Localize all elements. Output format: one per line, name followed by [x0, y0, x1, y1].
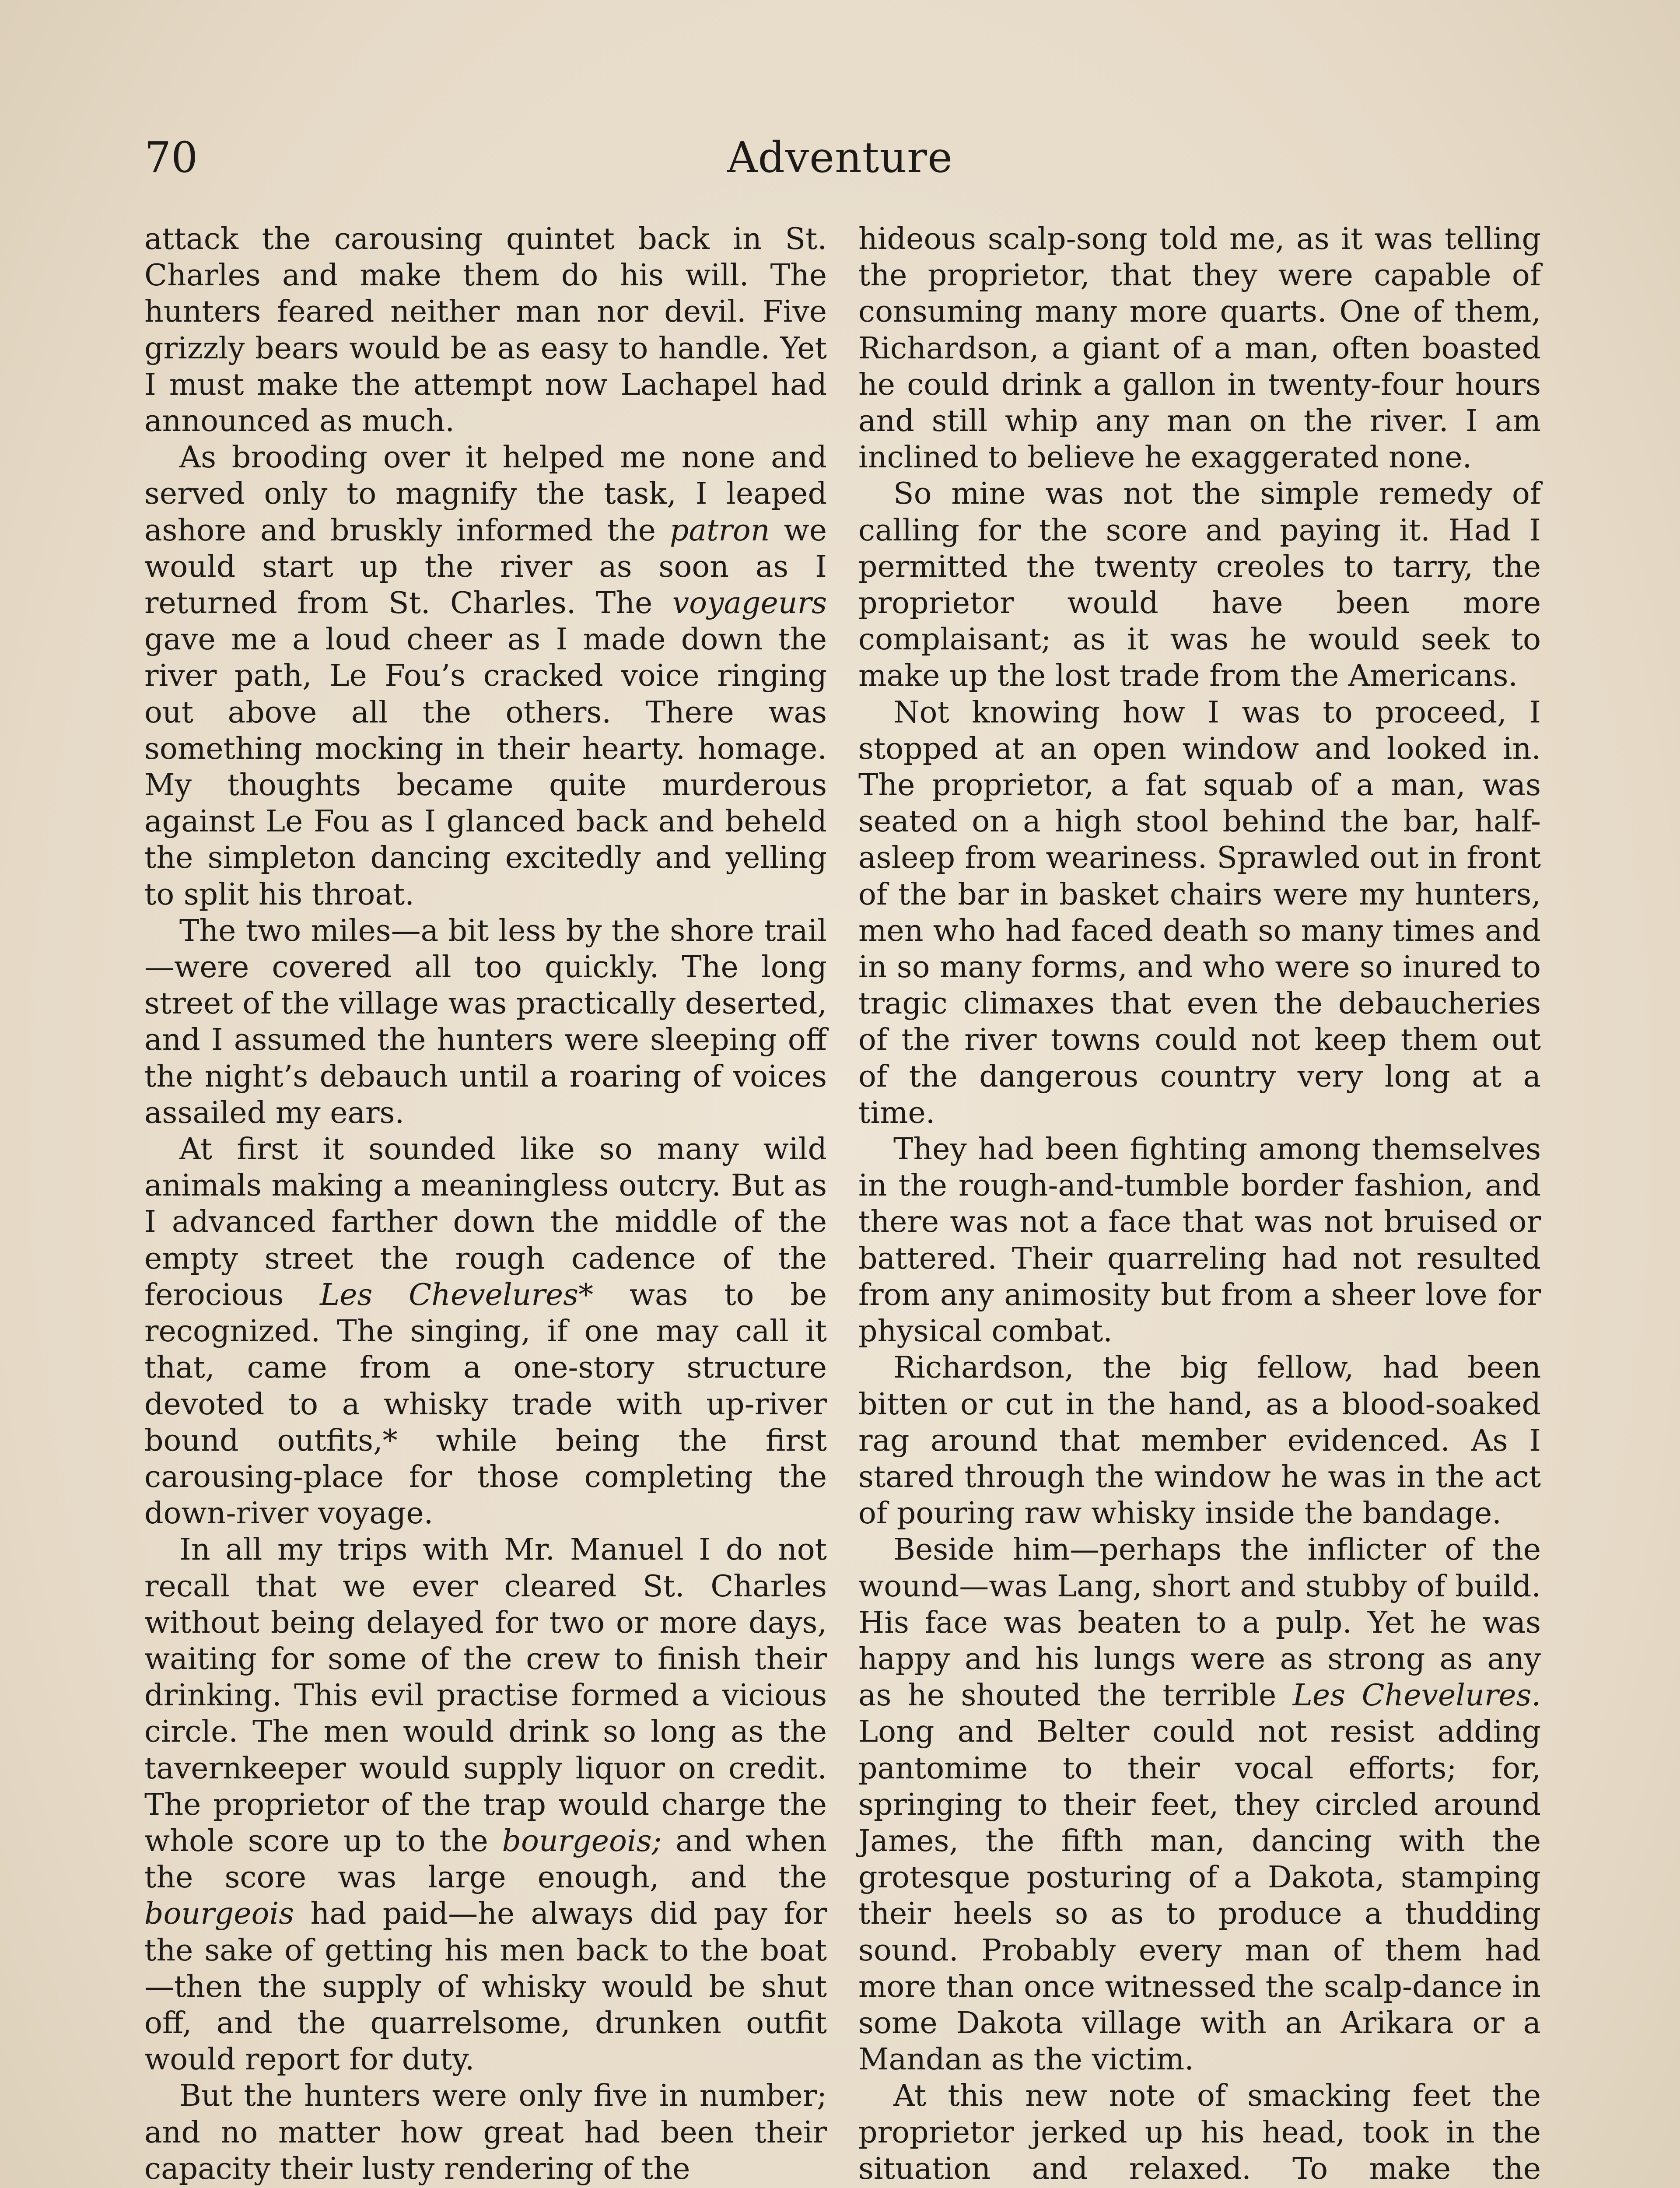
- text-run: They had been fighting among themselves in the rough-and-tumble border fashion, and there was not a face that was not bruised or battered. Their quarreling had not resulted from any animosity but from a sheer love for physical combat.: [858, 1132, 1541, 1349]
- paragraph: [858, 1131, 1541, 1350]
- paragraph: [144, 1131, 827, 1532]
- text-run: attack the carousing quintet back in St. Charles and make them do his will. The hunters feared neither man nor devil. Five grizzly bears would be as easy to handle. Yet I must make the attempt now Lachapel had announced as much.: [144, 222, 827, 439]
- italic-text: patron: [669, 513, 770, 548]
- italic-text: Les Chevelures.: [1292, 1678, 1541, 1713]
- italic-text: bourgeois: [144, 1897, 294, 1932]
- text-run: Richardson, the big fellow, had been bitten or cut in the hand, as a blood-soaked rag around that member evidenced. As I stared through the window he was in the act of pouring raw whisky inside the bandage.: [858, 1350, 1541, 1531]
- page-number: 70: [144, 133, 198, 182]
- text-run: * was to be recognized. The singing, if one may call it that, came from a one-story structure devoted to a whisky trade with up-river bound outfits,* while being the first carousing-place for those completing the down-river voyage.: [144, 1277, 827, 1531]
- text-run: But the hunters were only five in number; and no matter how great had been their capacity their lusty rendering of the: [144, 2079, 827, 2186]
- paragraph: [858, 476, 1541, 694]
- text-run: hideous scalp-song told me, as it was telling the proprietor, that they were capable of consuming many more quarts. One of them, Richardson, a giant of a man, often boasted he could drink a gallon in twenty-four hours and still whip any man on the river. I am inclined to believe he exaggerated none.: [858, 222, 1541, 475]
- text-run: we would start up the river as soon as I returned from St. Charles. The: [144, 513, 827, 621]
- right-column: [858, 221, 1541, 2188]
- text-run: gave me a loud cheer as I made down the river path, Le Fou’s cracked voice ringing out above all the others. There was something mocking in their hearty. homage. My thoughts became quite murderous against Le Fou as I glanced back and beheld the simpleton dancing excitedly and yelling to split his throat.: [144, 622, 827, 912]
- paragraph: [858, 1350, 1541, 1532]
- text-run: Beside him—perhaps the inflicter of the wound—was Lang, short and stubby of build. His face was beaten to a pulp. Yet he was happy and his lungs were as strong as any as he shouted the terrible: [858, 1532, 1541, 1713]
- text-run: At this new note of smacking feet the proprietor jerked up his head, took in the situation and relaxed. To make the: [858, 2079, 1541, 2186]
- italic-text: Les Chevelures: [320, 1277, 579, 1312]
- running-title: Adventure: [727, 133, 953, 182]
- italic-text: bourgeois;: [502, 1823, 662, 1858]
- text-run: At first it sounded like so many wild animals making a meaningless outcry. But as I advanced farther down the middle of the empty street the rough cadence of the ferocious: [144, 1132, 827, 1312]
- text-run: Long and Belter could not resist adding pantomime to their vocal efforts; for, springing to their feet, they circled around James, the fifth man, dancing with the grotesque posturing of a Dakota, stamping their heels so as to produce a thudding sound. Probably every man of them had more than once witnessed the scalp-dance in some Dakota village with an Arikara or a Mandan as the victim.: [858, 1715, 1541, 2077]
- paragraph: [858, 2078, 1541, 2188]
- text-run: Not knowing how I was to proceed, I stopped at an open window and looked in. The proprietor, a fat squab of a man, was seated on a high stool behind the bar, half-asleep from weariness. Sprawled out in front of the bar in basket chairs were my hunters, men who had faced death so many times and in so many forms, and who were so inured to tragic climaxes that even the debaucheries of the river towns could not keep them out of the dangerous country very long at a time.: [858, 695, 1541, 1130]
- paragraph: [858, 1532, 1541, 2078]
- left-column: [144, 221, 827, 2187]
- text-run: The two miles—a bit less by the shore trail—were covered all too quickly. The long street of the village was practically deserted, and I assumed the hunters were sleeping off the night’s debauch until a roaring of voices assailed my ears.: [144, 913, 827, 1130]
- text-run: As brooding over it helped me none and served only to magnify the task, I leaped ashore and bruskly informed the: [144, 440, 827, 548]
- paragraph: [144, 439, 827, 913]
- paragraph: [144, 221, 827, 439]
- text-run: had paid—he always did pay for the sake of getting his men back to the boat—then the supply of whisky would be shut off, and the quarrelsome, drunken outfit would report for duty.: [144, 1897, 827, 2077]
- paragraph: [144, 2078, 827, 2187]
- text-run: and when the score was large enough, and the: [144, 1823, 827, 1895]
- text-run: So mine was not the simple remedy of calling for the score and paying it. Had I permitted the twenty creoles to tarry, the proprietor would have been more complaisant; as it was he would seek to make up the lost trade from the Americans.: [858, 477, 1541, 694]
- page-header: [0, 127, 1680, 188]
- paragraph: [144, 1532, 827, 2078]
- italic-text: voyageurs: [672, 586, 827, 621]
- paragraph: [144, 913, 827, 1131]
- text-run: In all my trips with Mr. Manuel I do not recall that we ever cleared St. Charles without being delayed for two or more days, waiting for some of the crew to finish their drinking. This evil practise formed a vicious circle. The men would drink so long as the tavernkeeper would supply liquor on credit. The proprietor of the trap would charge the whole score up to the: [144, 1532, 827, 1858]
- paragraph: [858, 221, 1541, 476]
- paragraph: [858, 694, 1541, 1131]
